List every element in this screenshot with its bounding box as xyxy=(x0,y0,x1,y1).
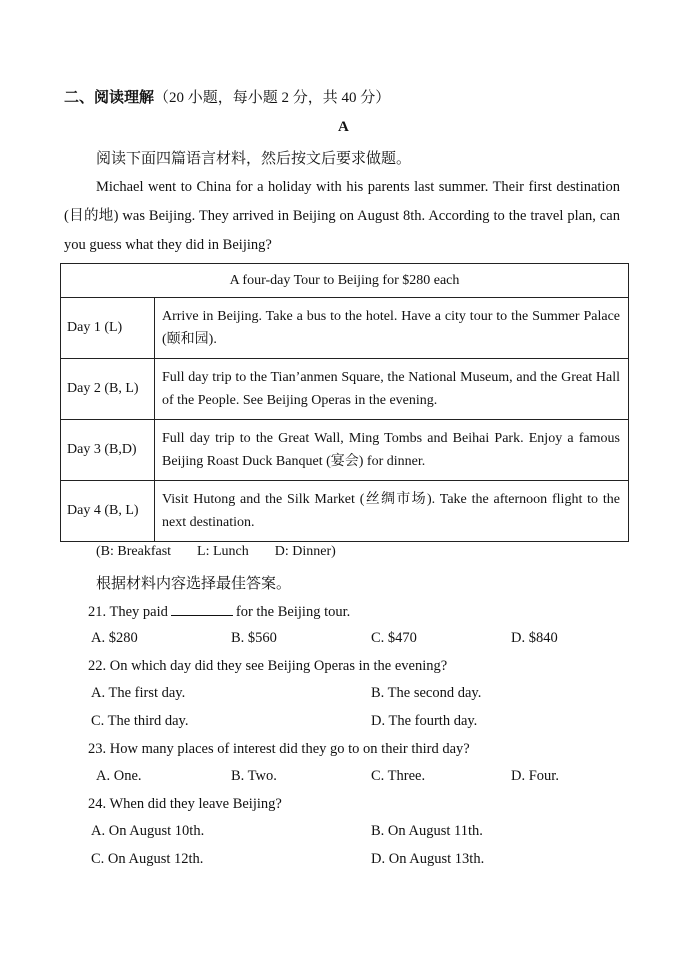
option-d: D. Four. xyxy=(511,768,559,784)
option-d: D. $840 xyxy=(511,630,558,646)
option-d: D. The fourth day. xyxy=(371,713,478,729)
question-22: 22. On which day did they see Beijing Operas in the evening? xyxy=(88,658,448,674)
passage-label: A xyxy=(338,119,349,135)
itinerary-cell: Arrive in Beijing. Take a bus to the hotel. Have a city tour to the Summer Palace (颐和园). xyxy=(155,298,629,359)
option-b: B. On August 11th. xyxy=(371,823,483,839)
option-a: A. On August 10th. xyxy=(91,823,205,839)
option-c: C. The third day. xyxy=(91,713,189,729)
section-title-scoring: （20 小题，每小题 2 分，共 40 分） xyxy=(154,90,391,106)
option-b: B. The second day. xyxy=(371,685,482,701)
day-cell: Day 2 (B, L) xyxy=(61,359,155,420)
option-a: A. $280 xyxy=(91,630,138,646)
option-b: B. $560 xyxy=(231,630,277,646)
choose-instruction: 根据材料内容选择最佳答案。 xyxy=(96,576,292,592)
passage-instruction: 阅读下面四篇语言材料，然后按文后要求做题。 xyxy=(96,151,412,167)
section-title xyxy=(64,86,390,107)
passage-paragraph xyxy=(64,173,620,260)
table-row xyxy=(61,359,629,420)
tour-table xyxy=(60,263,629,542)
day-cell: Day 4 (B, L) xyxy=(61,481,155,542)
option-c: C. Three. xyxy=(371,768,426,784)
itinerary-cell: Full day trip to the Tian’anmen Square, the National Museum, and the Great Hall of the People. See Beijing Operas in the evening. xyxy=(155,359,629,420)
section-title-main: 二、阅读理解 xyxy=(64,90,155,106)
question-text: 21. They paid xyxy=(88,604,168,620)
option-b: B. Two. xyxy=(231,768,277,784)
answer-blank xyxy=(171,603,233,616)
table-row xyxy=(61,420,629,481)
meal-legend xyxy=(96,544,362,560)
legend-breakfast: (B: Breakfast xyxy=(96,544,172,559)
question-21 xyxy=(88,603,350,621)
tour-table-header-row xyxy=(61,264,629,298)
option-a: A. One. xyxy=(96,768,142,784)
option-c: C. On August 12th. xyxy=(91,851,204,867)
day-cell: Day 3 (B,D) xyxy=(61,420,155,481)
question-23: 23. How many places of interest did they go to on their third day? xyxy=(88,741,470,757)
option-d: D. On August 13th. xyxy=(371,851,485,867)
legend-lunch: L: Lunch xyxy=(197,544,249,559)
tour-table-header: A four-day Tour to Beijing for $280 each xyxy=(61,264,629,298)
table-row xyxy=(61,298,629,359)
question-24: 24. When did they leave Beijing? xyxy=(88,796,282,812)
option-c: C. $470 xyxy=(371,630,417,646)
legend-dinner: D: Dinner) xyxy=(274,544,336,559)
day-cell: Day 1 (L) xyxy=(61,298,155,359)
table-row xyxy=(61,481,629,542)
option-a: A. The first day. xyxy=(91,685,186,701)
passage-paragraph-text: Michael went to China for a holiday with his parents last summer. Their first destination (目的地) was Beijing. They arrived in Beijing on August 8th. According to the travel plan, can you guess what they did in Beijing? xyxy=(64,179,620,253)
itinerary-cell: Visit Hutong and the Silk Market (丝绸市场). Take the afternoon flight to the next destination. xyxy=(155,481,629,542)
question-text-suffix: for the Beijing tour. xyxy=(235,604,351,620)
itinerary-cell: Full day trip to the Great Wall, Ming Tombs and Beihai Park. Enjoy a famous Beijing Roast Duck Banquet (宴会) for dinner. xyxy=(155,420,629,481)
